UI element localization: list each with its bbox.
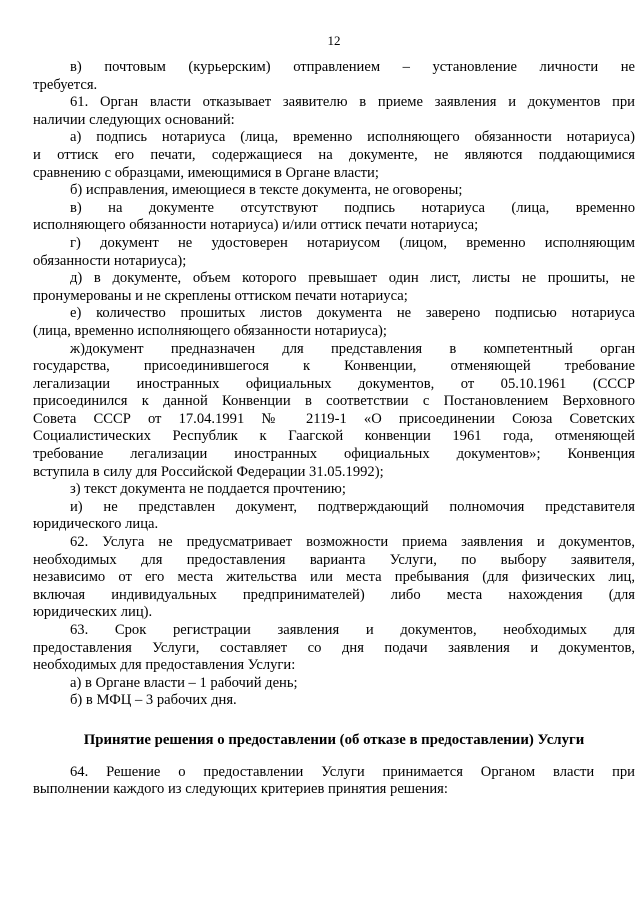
paragraph <box>33 764 635 799</box>
text-line: присоединился к данной Конвенции в соответствии с Постановлением Верховного <box>33 393 635 410</box>
text-line: требование легализации иностранных официальных документов»; Конвенция <box>33 446 635 463</box>
text-line: (лица, временно исполняющего обязанности нотариуса); <box>33 322 387 339</box>
text-line: д) в документе, объем которого превышает один лист, листы не прошиты, не <box>70 270 635 287</box>
text-line: наличии следующих оснований: <box>33 111 235 128</box>
paragraph <box>33 481 635 499</box>
text-line: е) количество прошитых листов документа не заверено подписью нотариуса <box>70 305 635 322</box>
text-line: включая индивидуальных предпринимателей) либо места нахождения (для <box>33 586 635 603</box>
paragraph <box>33 622 635 675</box>
paragraph <box>33 675 635 693</box>
paragraph <box>33 235 635 270</box>
text-line: 64. Решение о предоставлении Услуги принимается Органом власти при <box>70 763 635 780</box>
text-line: юридического лица. <box>33 516 159 533</box>
text-line: а) подпись нотариуса (лица, временно исполняющего обязанности нотариуса) <box>70 129 635 146</box>
paragraph <box>33 94 635 129</box>
text-line: г) документ не удостоверен нотариусом (лицом, временно исполняющим <box>70 234 635 251</box>
text-line: исполняющего обязанности нотариуса) и/или оттиск печати нотариуса; <box>33 217 479 234</box>
text-line: обязанности нотариуса); <box>33 252 187 269</box>
text-line: з) текст документа не поддается прочтению; <box>70 481 346 498</box>
paragraph <box>33 692 635 710</box>
page-number: 12 <box>327 33 341 48</box>
text-line: 61. Орган власти отказывает заявителю в приеме заявления и документов при <box>70 94 635 111</box>
text-line: легализации иностранных официальных документов, от 05.10.1961 (СССР <box>33 375 635 392</box>
paragraph <box>33 305 635 340</box>
document-body <box>0 59 640 799</box>
text-line: б) исправления, имеющиеся в тексте документа, не оговорены; <box>70 182 463 199</box>
paragraph <box>33 534 635 622</box>
paragraph <box>33 59 635 94</box>
text-line: 62. Услуга не предусматривает возможности приема заявления и документов, <box>70 534 635 551</box>
text-line: Социалистических Республик к Гаагской конвенции 1961 года, отменяющей <box>33 428 635 445</box>
text-line: юридических лиц). <box>33 604 153 621</box>
text-line: и) не представлен документ, подтверждающий полномочия представителя <box>70 498 635 515</box>
text-line: и оттиск его печати, содержащиеся на документе, не являются поддающимися <box>33 146 635 163</box>
paragraph <box>33 270 635 305</box>
paragraph <box>33 499 635 534</box>
text-line: необходимых для предоставления Услуги: <box>33 657 296 674</box>
text-line: вступила в силу для Российской Федерации 31.05.1992); <box>33 463 384 480</box>
text-line: ж)документ предназначен для представления в компетентный орган <box>70 340 635 357</box>
text-line: а) в Органе власти – 1 рабочий день; <box>70 674 298 691</box>
text-line: государства, присоединившегося к Конвенции, отменяющей требование <box>33 358 635 375</box>
text-line: независимо от его места жительства или места пребывания (для физических лиц, <box>33 569 635 586</box>
text-line: Совета СССР от 17.04.1991 № 2119-1 «О присоединении Союза Советских <box>33 410 635 427</box>
text-line: пронумерованы и не скреплены оттиском печати нотариуса; <box>33 287 408 304</box>
paragraph <box>33 129 635 182</box>
text-line: необходимых для предоставления варианта Услуги, по выбору заявителя, <box>33 551 635 568</box>
paragraph <box>33 200 635 235</box>
text-line: сравнению с образцами, имеющимися в Органе власти; <box>33 164 379 181</box>
section-heading: Принятие решения о предоставлении (об отказе в предоставлении) Услуги <box>83 731 585 748</box>
text-line: б) в МФЦ – 3 рабочих дня. <box>70 692 237 709</box>
text-line: 63. Срок регистрации заявления и документов, необходимых для <box>70 622 635 638</box>
text-line: в) почтовым (курьерским) отправлением – установление личности не <box>70 59 635 75</box>
text-line: выполнении каждого из следующих критериев принятия решения: <box>33 781 448 798</box>
text-line: в) на документе отсутствуют подпись нотариуса (лица, временно <box>70 199 635 216</box>
text-line: предоставления Услуги, составляет со дня подачи заявления и документов, <box>33 639 635 656</box>
paragraph <box>33 182 635 200</box>
paragraph <box>33 341 635 482</box>
text-line: требуется. <box>33 76 98 93</box>
